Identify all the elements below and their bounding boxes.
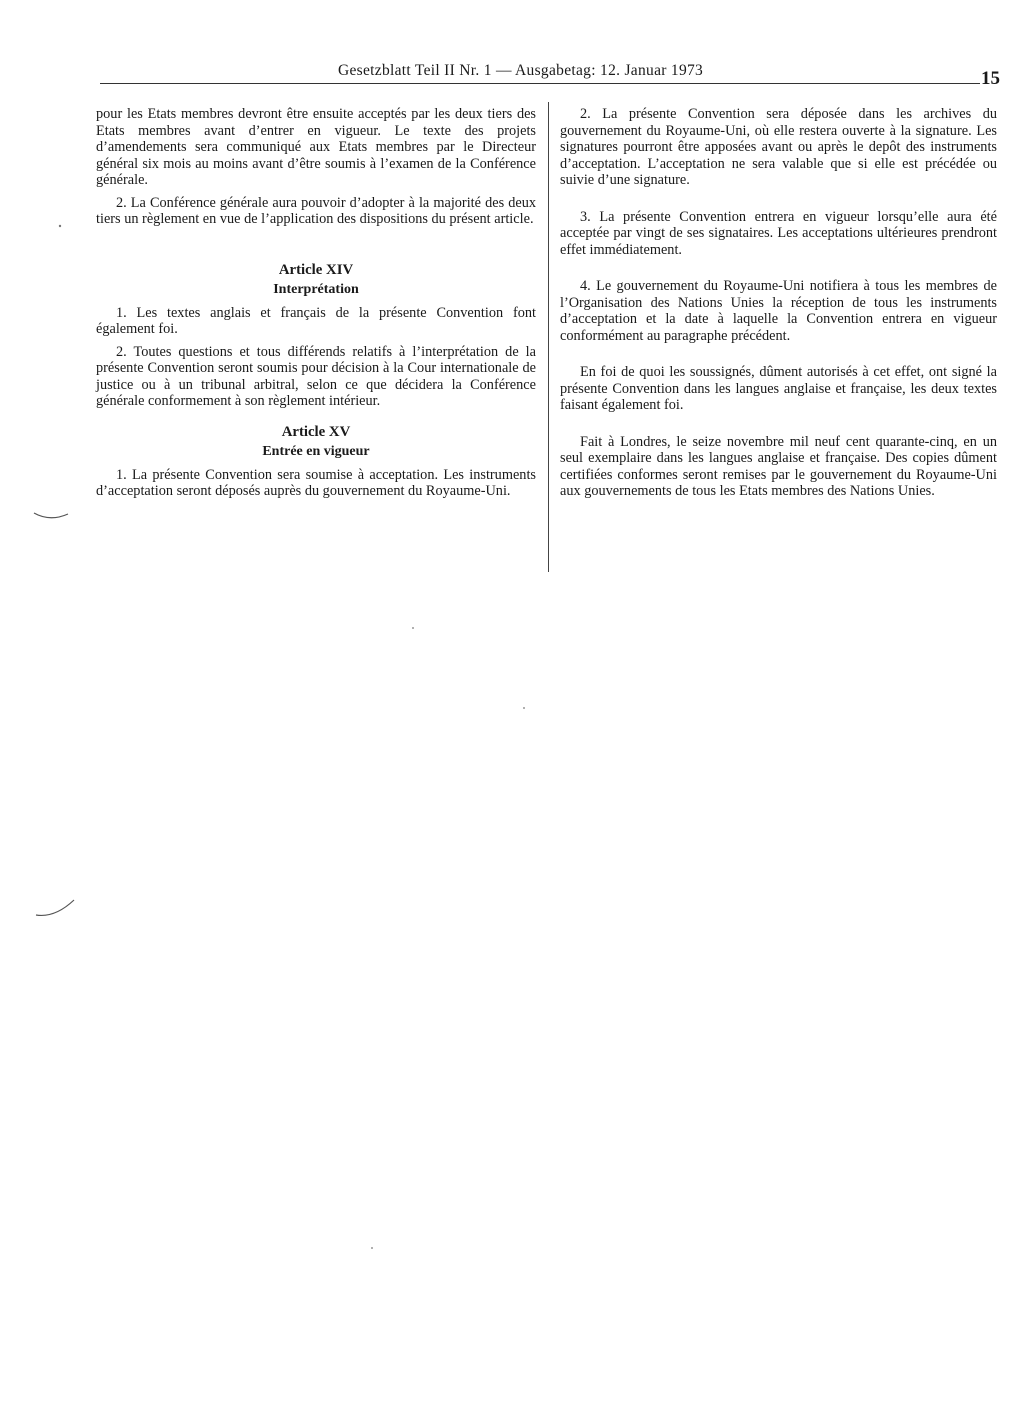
paragraph-2: 2. La Conférence générale aura pouvoir d’adopter à la majorité des deux tiers un règlement en vue de l’application des dispositions du présent article. [96,194,536,227]
article-xiv-paragraph-2: 2. Toutes questions et tous différends relatifs à l’interprétation de la présente Convention seront soumis pour décision à la Cour internationale de justice ou à un tribunal arbitral, selon ce que décidera la Conférence générale conformement à son règlement intérieur. [96,343,536,409]
article-xiv-paragraph-1: 1. Les textes anglais et français de la présente Convention font également foi. [96,304,536,337]
paragraph-continuation: pour les Etats membres devront être ensuite acceptés par les deux tiers des Etats membres avant d’entrer en vigueur. Le texte des projets d’amendements sera communiqué aux Etats membres par le Directeur général six mois au moins avant d’être soumis à l’examen de la Conférence générale. [96,106,536,188]
paragraph-4-notification: 4. Le gouvernement du Royaume-Uni notifiera à tous les membres de l’Organisation des Nations Unies la réception de tous les instruments d’acceptation et la date à laquelle la Convention entrera en vigueur conformément au paragraphe précédent. [560,278,997,344]
article-xv-subtitle: Entrée en vigueur [262,444,370,459]
page-number: 15 [981,68,1000,89]
margin-mark-upper [34,513,68,518]
paragraph-3-entry: 3. La présente Convention entrera en vigueur lorsqu’elle aura été acceptée par vingt de ses signataires. Les acceptations ultérieures prendront effet immédiatement. [560,208,997,258]
article-xiv-title: Article XIV [278,261,354,278]
header-rule [100,83,980,84]
left-column [96,106,536,500]
scan-dot [371,1247,373,1249]
scan-dot [412,627,414,629]
article-xv-paragraph-1: 1. La présente Convention sera soumise à acceptation. Les instruments d’acceptation seront déposés auprès du gouvernement du Royaume-Uni. [96,466,536,499]
margin-mark-lower [36,900,74,915]
article-xv-title: Article XV [281,423,351,440]
paragraph-en-foi: En foi de quoi les soussignés, dûment autorisés à cet effet, ont signé la présente Convention dans les langues anglaise et française, les deux textes faisant également foi. [560,364,997,413]
gazette-title: Gesetzblatt Teil II Nr. 1 — Ausgabetag: 12. Januar 1973 [338,62,704,79]
paragraph-fait-a-londres: Fait à Londres, le seize novembre mil neuf cent quarante-cinq, en un seul exemplaire dans les langues anglaise et française. Des copies dûment certifiées conformes seront remises par le gouvernement du Royaume-Uni aux gouvernements de tous les Etats membres des Nations Unies. [560,433,997,499]
scan-dot [59,225,61,227]
page-header [100,62,1000,92]
paragraph-2-deposit: 2. La présente Convention sera déposée dans les archives du gouvernement du Royaume-Uni, où elle restera ouverte à la signature. Les signatures pourront être apposées avant ou après le depôt des instruments d’acceptation. L’acceptation ne sera valable que si elle est précédée ou suivie d’une signature. [560,106,997,188]
column-divider [548,102,549,572]
scan-dot [523,707,525,709]
right-column [560,106,997,500]
article-xiv-subtitle: Interprétation [273,282,359,297]
